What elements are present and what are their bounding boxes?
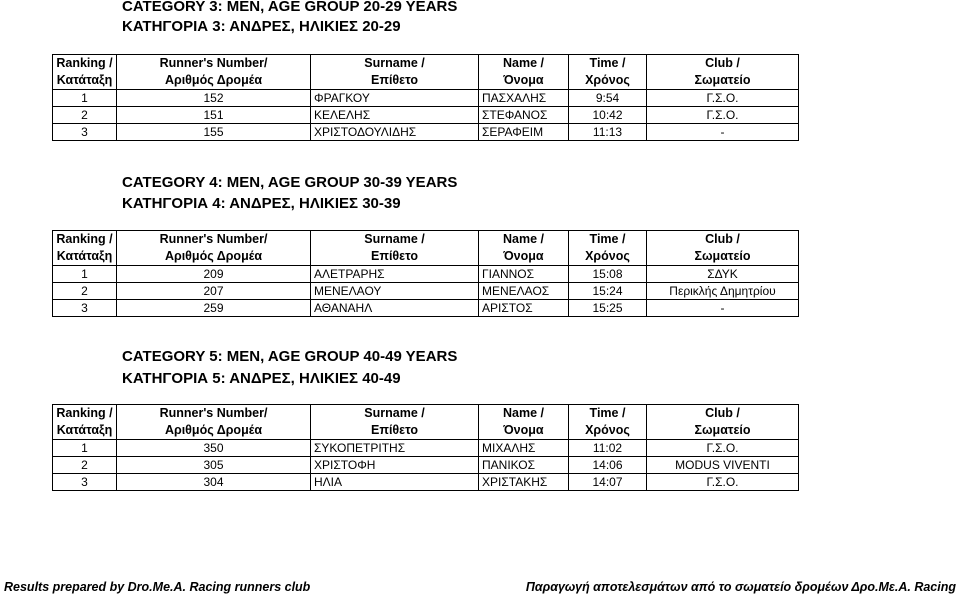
footer-credit-gr: Παραγωγή αποτελεσμάτων από το σωματείο δρομέων Δρο.Με.Α. Racing bbox=[525, 580, 956, 594]
category-title-gr: ΚΑΤΗΓΟΡΙΑ 5: ΑΝΔΡΕΣ, ΗΛΙΚΙΕΣ 40-49 bbox=[122, 370, 401, 387]
table-row bbox=[53, 90, 799, 107]
cell-time: 10:42 bbox=[569, 107, 647, 124]
cell-name: ΓΙΑΝΝΟΣ bbox=[479, 266, 569, 283]
header-surname: Surname / Επίθετο bbox=[311, 405, 479, 440]
cell-number: 207 bbox=[117, 283, 311, 300]
cell-time: 14:06 bbox=[569, 457, 647, 474]
footer-credit-en: Results prepared by Dro.Me.A. Racing runners club bbox=[4, 580, 311, 594]
table-header-row bbox=[53, 55, 799, 90]
cell-name: ΜΕΝΕΛΑΟΣ bbox=[479, 283, 569, 300]
cell-number: 304 bbox=[117, 474, 311, 491]
cell-time: 11:13 bbox=[569, 124, 647, 141]
cell-number: 259 bbox=[117, 300, 311, 317]
cell-rank: 3 bbox=[53, 300, 117, 317]
header-number: Runner's Number/ Αριθμός Δρομέα bbox=[117, 231, 311, 266]
category-title-en: CATEGORY 5: MEN, AGE GROUP 40-49 YEARS bbox=[122, 348, 458, 365]
header-surname: Surname / Επίθετο bbox=[311, 231, 479, 266]
cell-rank: 1 bbox=[53, 90, 117, 107]
table-row bbox=[53, 124, 799, 141]
results-table bbox=[52, 230, 799, 317]
cell-number: 152 bbox=[117, 90, 311, 107]
cell-club: Περικλής Δημητρίου bbox=[647, 283, 799, 300]
table-row bbox=[53, 457, 799, 474]
header-rank: Ranking / Κατάταξη bbox=[53, 405, 117, 440]
table-row bbox=[53, 283, 799, 300]
header-club: Club / Σωματείο bbox=[647, 55, 799, 90]
cell-club: - bbox=[647, 300, 799, 317]
header-rank: Ranking / Κατάταξη bbox=[53, 55, 117, 90]
cell-surname: ΗΛΙΑ bbox=[311, 474, 479, 491]
header-time: Time / Χρόνος bbox=[569, 405, 647, 440]
cell-surname: ΑΘΑΝΑΗΛ bbox=[311, 300, 479, 317]
cell-surname: ΚΕΛΕΛΗΣ bbox=[311, 107, 479, 124]
header-club: Club / Σωματείο bbox=[647, 231, 799, 266]
cell-time: 15:25 bbox=[569, 300, 647, 317]
cell-number: 209 bbox=[117, 266, 311, 283]
table-row bbox=[53, 107, 799, 124]
cell-club: - bbox=[647, 124, 799, 141]
cell-surname: ΣΥΚΟΠΕΤΡΙΤΗΣ bbox=[311, 440, 479, 457]
cell-club: MODUS VIVENTI bbox=[647, 457, 799, 474]
header-surname: Surname / Επίθετο bbox=[311, 55, 479, 90]
cell-surname: ΧΡΙΣΤΟΦΗ bbox=[311, 457, 479, 474]
cell-name: ΣΤΕΦΑΝΟΣ bbox=[479, 107, 569, 124]
cell-name: ΜΙΧΑΛΗΣ bbox=[479, 440, 569, 457]
cell-club: Γ.Σ.Ο. bbox=[647, 440, 799, 457]
table-header-row bbox=[53, 231, 799, 266]
table-row bbox=[53, 440, 799, 457]
header-time: Time / Χρόνος bbox=[569, 231, 647, 266]
cell-name: ΠΑΣΧΑΛΗΣ bbox=[479, 90, 569, 107]
cell-name: ΧΡΙΣΤΑΚΗΣ bbox=[479, 474, 569, 491]
cell-name: ΣΕΡΑΦΕΙΜ bbox=[479, 124, 569, 141]
header-club: Club / Σωματείο bbox=[647, 405, 799, 440]
cell-rank: 2 bbox=[53, 283, 117, 300]
header-name: Name / Όνομα bbox=[479, 405, 569, 440]
header-number: Runner's Number/ Αριθμός Δρομέα bbox=[117, 405, 311, 440]
results-table bbox=[52, 404, 799, 491]
cell-time: 15:24 bbox=[569, 283, 647, 300]
cell-club: Γ.Σ.Ο. bbox=[647, 90, 799, 107]
cell-time: 11:02 bbox=[569, 440, 647, 457]
category-title-en: CATEGORY 3: MEN, AGE GROUP 20-29 YEARS bbox=[122, 0, 458, 15]
category-title-gr: ΚΑΤΗΓΟΡΙΑ 4: ΑΝΔΡΕΣ, ΗΛΙΚΙΕΣ 30-39 bbox=[122, 195, 401, 212]
header-number: Runner's Number/ Αριθμός Δρομέα bbox=[117, 55, 311, 90]
cell-time: 14:07 bbox=[569, 474, 647, 491]
cell-rank: 1 bbox=[53, 266, 117, 283]
results-table bbox=[52, 54, 799, 141]
cell-rank: 3 bbox=[53, 124, 117, 141]
cell-number: 155 bbox=[117, 124, 311, 141]
cell-rank: 2 bbox=[53, 457, 117, 474]
cell-time: 9:54 bbox=[569, 90, 647, 107]
cell-time: 15:08 bbox=[569, 266, 647, 283]
cell-club: Γ.Σ.Ο. bbox=[647, 107, 799, 124]
cell-surname: ΦΡΑΓΚΟΥ bbox=[311, 90, 479, 107]
cell-surname: ΧΡΙΣΤΟΔΟΥΛΙΔΗΣ bbox=[311, 124, 479, 141]
header-name: Name / Όνομα bbox=[479, 55, 569, 90]
cell-name: ΑΡΙΣΤΟΣ bbox=[479, 300, 569, 317]
cell-club: ΣΔΥΚ bbox=[647, 266, 799, 283]
category-title-gr: ΚΑΤΗΓΟΡΙΑ 3: ΑΝΔΡΕΣ, ΗΛΙΚΙΕΣ 20-29 bbox=[122, 18, 401, 35]
table-row bbox=[53, 266, 799, 283]
cell-rank: 2 bbox=[53, 107, 117, 124]
header-rank: Ranking / Κατάταξη bbox=[53, 231, 117, 266]
table-row bbox=[53, 474, 799, 491]
cell-surname: ΑΛΕΤΡΑΡΗΣ bbox=[311, 266, 479, 283]
table-header-row bbox=[53, 405, 799, 440]
category-title-en: CATEGORY 4: MEN, AGE GROUP 30-39 YEARS bbox=[122, 174, 458, 191]
cell-club: Γ.Σ.Ο. bbox=[647, 474, 799, 491]
cell-name: ΠΑΝΙΚΟΣ bbox=[479, 457, 569, 474]
cell-number: 151 bbox=[117, 107, 311, 124]
cell-rank: 3 bbox=[53, 474, 117, 491]
header-time: Time / Χρόνος bbox=[569, 55, 647, 90]
table-row bbox=[53, 300, 799, 317]
cell-number: 305 bbox=[117, 457, 311, 474]
cell-number: 350 bbox=[117, 440, 311, 457]
cell-surname: ΜΕΝΕΛΑΟΥ bbox=[311, 283, 479, 300]
header-name: Name / Όνομα bbox=[479, 231, 569, 266]
cell-rank: 1 bbox=[53, 440, 117, 457]
